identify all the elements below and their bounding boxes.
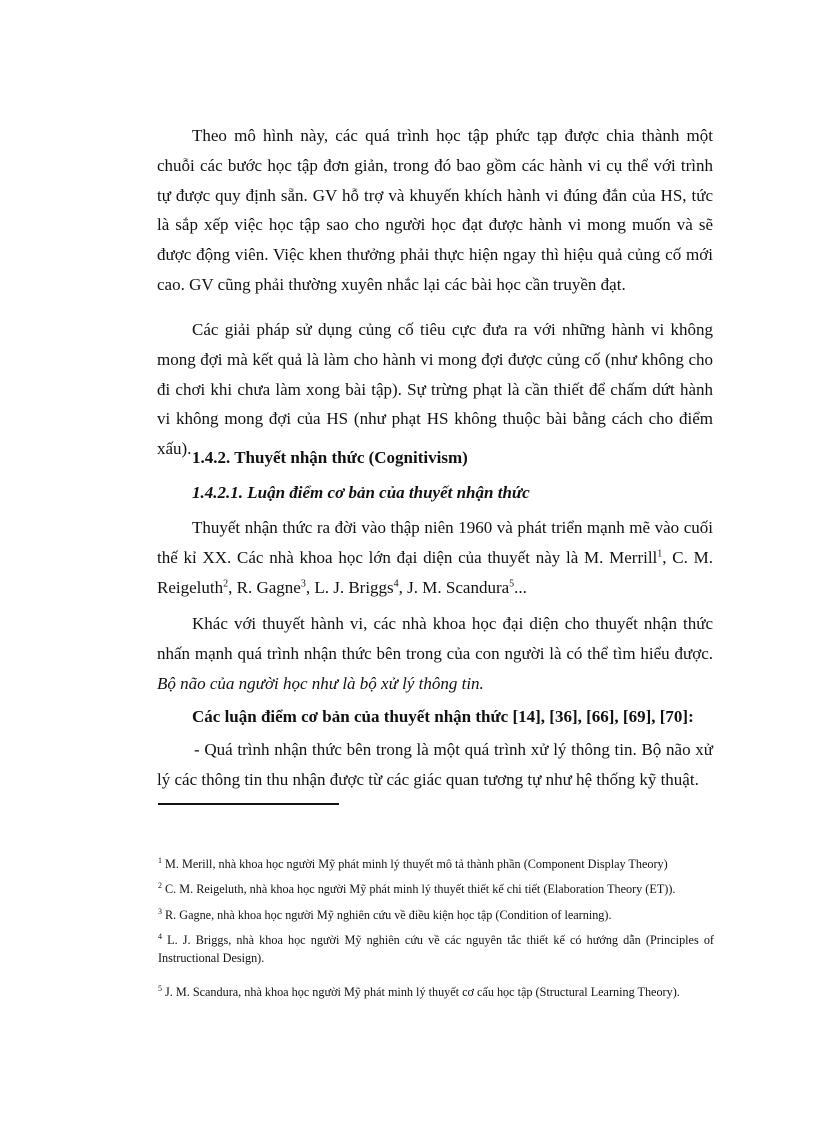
footnote-ref-2: 2	[223, 577, 229, 589]
footnote-ref-4: 4	[393, 577, 399, 589]
footnote-4: $^4$ L. J. Briggs, nhà khoa học người Mỹ nghiên cứu về các nguyên tắc thiết kế có hướng dẫn (Principles of Instructional Design).	[158, 931, 714, 965]
section-heading-1-4-2: 1.4.2. Thuyết nhận thức (Cognitivism)	[192, 448, 468, 467]
footnote-separator	[158, 803, 339, 805]
paragraph-cognitivism-contrast: Khác với thuyết hành vi, các nhà khoa học đại diện cho thuyết nhận thức nhấn mạnh quá trình nhận thức bên trong của con người là có thể tìm hiểu được. Bộ não của người học như là bộ xử lý thông tin.	[157, 614, 713, 693]
points-heading: Các luận điểm cơ bản của thuyết nhận thức [14], [36], [66], [69], [70]:	[192, 707, 694, 726]
footnote-1: $^1$ M. Merill, nhà khoa học người Mỹ phát minh lý thuyết mô tả thành phần (Component Display Theory)	[158, 855, 668, 871]
paragraph-information-processing: - Quá trình nhận thức bên trong là một quá trình xử lý thông tin. Bộ não xử lý các thông tin thu nhận được từ các giác quan tương tự như hệ thống kỹ thuật.	[157, 740, 713, 789]
paragraph-cognitivism-origin: Thuyết nhận thức ra đời vào thập niên 1960 và phát triển mạnh mẽ vào cuối thế kỉ XX. Các nhà khoa học lớn đại diện của thuyết này là M. Merrill$^1$, C. M. Reigeluth$^2$, R. Gagne$^3$, L. J. Briggs$^4$, J. M. Scandura$^5$...	[157, 518, 713, 597]
subsection-heading-1-4-2-1: 1.4.2.1. Luận điểm cơ bản của thuyết nhận thức	[192, 483, 530, 502]
paragraph-learning-model: Theo mô hình này, các quá trình học tập phức tạp được chia thành một chuỗi các bước học tập đơn giản, trong đó bao gồm các hành vi cụ thể với trình tự được quy định sẵn. GV hỗ trợ và khuyến khích hành vi đúng đắn của HS, tức là sắp xếp việc học tập sao cho người học đạt được hành vi mong muốn và sẽ được động viên. Việc khen thưởng phải thực hiện ngay thì hiệu quả củng cố mới cao. GV cũng phải thường xuyên nhắc lại các bài học cần truyền đạt.	[157, 126, 713, 294]
footnote-2: $^2$ C. M. Reigeluth, nhà khoa học người Mỹ phát minh lý thuyết thiết kế chi tiết (Elaboration Theory (ET)).	[158, 880, 676, 896]
italic-brain-statement: Bộ não của người học như là bộ xử lý thông tin.	[157, 673, 484, 693]
paragraph-negative-reinforcement: Các giải pháp sử dụng củng cố tiêu cực đưa ra với những hành vi không mong đợi mà kết quả là làm cho hành vi mong đợi được củng cố (như không cho đi chơi khi chưa làm xong bài tập). Sự trừng phạt là cần thiết để chấm dứt hành vi không mong đợi của HS (như phạt HS không thuộc bài bằng cách cho điểm xấu).	[157, 320, 713, 459]
footnote-ref-1: 1	[657, 548, 663, 560]
footnote-3: $^3$ R. Gagne, nhà khoa học người Mỹ nghiên cứu về điều kiện học tập (Condition of learning).	[158, 906, 612, 922]
footnote-ref-3: 3	[300, 577, 306, 589]
footnote-5: $^5$ J. M. Scandura, nhà khoa học người Mỹ phát minh lý thuyết cơ cấu học tập (Structural Learning Theory).	[158, 983, 680, 999]
footnote-ref-5: 5	[509, 577, 515, 589]
